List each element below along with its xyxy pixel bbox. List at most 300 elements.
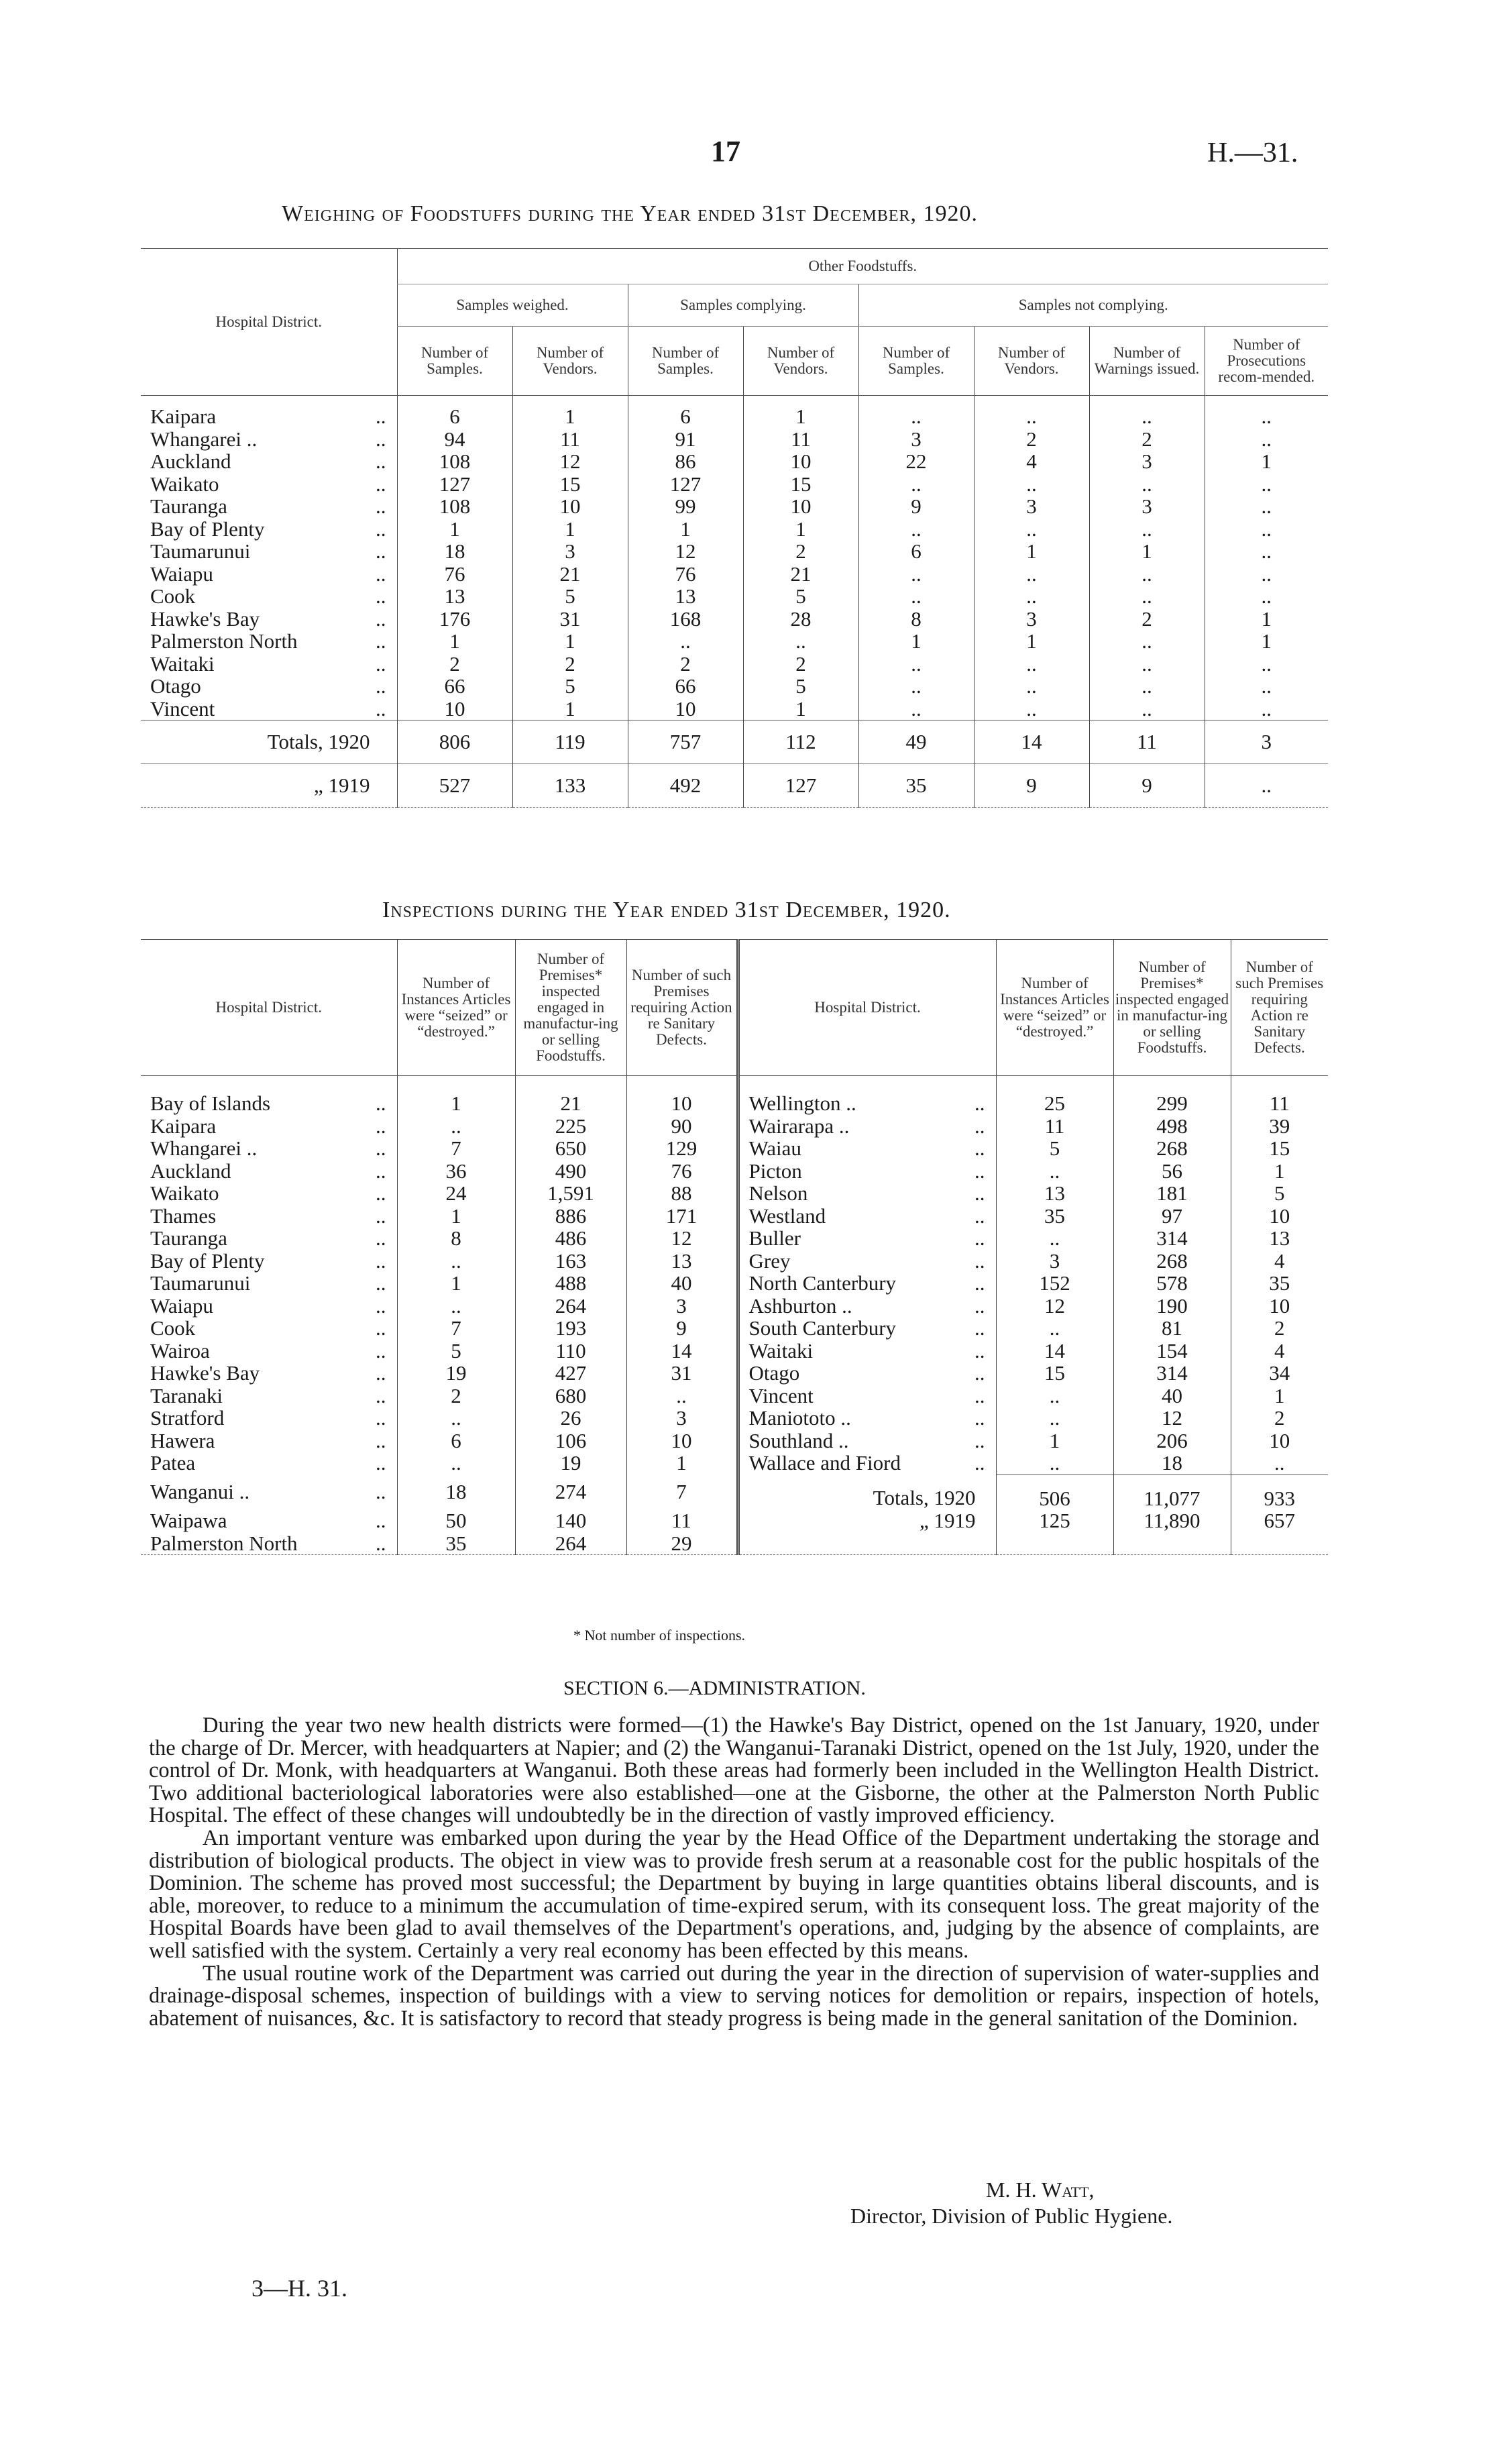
data-cell: 3 [1089,450,1205,473]
totals-cell: 11,077 [1113,1475,1231,1509]
data-cell: 2 [1089,428,1205,451]
hospital-district-cell [141,1137,397,1160]
data-cell: 10 [1231,1295,1328,1318]
hospital-district-cell [738,1137,996,1160]
district-name: Wairarapa .. [748,1114,850,1138]
data-cell: 427 [515,1362,626,1385]
totals-label [738,1532,996,1555]
totals-cell: 527 [397,764,512,808]
data-cell: 10 [626,1430,738,1452]
table-row [141,428,1328,451]
data-cell: 108 [397,495,512,518]
leader-dots: .. [974,1383,985,1407]
totals-cell: 11 [1089,720,1205,764]
data-cell: .. [397,1250,515,1273]
data-cell: 2 [397,1385,515,1407]
data-cell: .. [397,1115,515,1138]
data-cell: .. [996,1407,1113,1430]
data-cell: 1 [397,1205,515,1228]
col-notcomplying-vendors: Number of Vendors. [974,327,1089,396]
data-cell: 18 [397,1475,515,1509]
data-cell: 6 [628,396,743,428]
totals-cell: 506 [996,1475,1113,1509]
data-cell: 10 [743,495,858,518]
data-cell: 2 [628,653,743,676]
leader-dots: .. [376,1203,386,1228]
table-row [141,1205,1328,1228]
leader-dots: .. [974,1361,985,1385]
leader-dots: .. [376,539,386,563]
leader-dots: .. [974,1271,985,1295]
data-cell: 28 [743,608,858,631]
data-cell: 13 [1231,1227,1328,1250]
data-cell: .. [1205,563,1328,586]
data-cell: 25 [996,1076,1113,1115]
data-cell: 18 [1113,1452,1231,1475]
district-name: Bay of Islands [150,1091,271,1115]
district-name: Southland .. [748,1428,849,1452]
hospital-district-cell [738,1340,996,1362]
data-cell: 1 [397,1272,515,1295]
leader-dots: .. [376,1226,386,1250]
table-row [141,1340,1328,1362]
district-name: Tauranga [150,494,227,518]
data-cell: 7 [626,1475,738,1509]
data-cell: .. [996,1227,1113,1250]
leader-dots: .. [974,1406,985,1430]
inspections-table [141,939,1328,1555]
data-cell: .. [1205,675,1328,698]
data-cell: 13 [628,585,743,608]
totals-cell: 133 [512,764,628,808]
data-cell: 19 [515,1452,626,1475]
data-cell: .. [1089,518,1205,541]
data-cell: .. [996,1452,1113,1475]
table-row [141,585,1328,608]
data-cell: 176 [397,608,512,631]
data-cell: 650 [515,1137,626,1160]
col-notcomplying-samples: Number of Samples. [858,327,974,396]
data-cell: .. [1205,396,1328,428]
table-row [141,450,1328,473]
data-cell: 1 [1205,450,1328,473]
body-text [149,1715,1319,2030]
data-cell: 1 [628,518,743,541]
table-row [141,630,1328,653]
table-row [141,1272,1328,1295]
district-name: Hawke's Bay [150,1361,260,1385]
leader-dots: .. [376,1248,386,1273]
col-weighed-vendors: Number of Vendors. [512,327,628,396]
data-cell: 22 [858,450,974,473]
totals-cell: 119 [512,720,628,764]
signature-name: M. H. Watt, [986,2178,1095,2202]
hospital-district-cell [141,1317,397,1340]
data-cell: 13 [397,585,512,608]
data-cell: .. [1205,585,1328,608]
leader-dots: .. [974,1293,985,1318]
data-cell: 1 [1205,630,1328,653]
leader-dots: .. [974,1114,985,1138]
data-cell: 299 [1113,1076,1231,1115]
totals-cell [1231,1532,1328,1555]
data-cell: 10 [628,698,743,720]
district-name: Buller [748,1226,801,1250]
data-cell: 2 [1231,1317,1328,1340]
data-cell: 15 [512,473,628,496]
district-name: Whangarei .. [150,427,258,451]
leader-dots: .. [974,1226,985,1250]
data-cell: 264 [515,1295,626,1318]
data-cell: 225 [515,1115,626,1138]
data-cell: 1 [512,396,628,428]
totals-label: „ 1919 [313,773,370,797]
data-cell: 14 [996,1340,1113,1362]
hospital-district-cell [738,1160,996,1183]
hospital-district-cell [141,1250,397,1273]
data-cell: .. [1205,473,1328,496]
district-name: Vincent [150,696,215,720]
hospital-district-cell [738,1115,996,1138]
data-cell: 488 [515,1272,626,1295]
leader-dots: .. [376,1361,386,1385]
table-row [141,1250,1328,1273]
data-cell: .. [743,630,858,653]
data-cell: 1 [397,1076,515,1115]
data-cell: 90 [626,1115,738,1138]
data-cell: 35 [996,1205,1113,1228]
table-row [141,1137,1328,1160]
data-cell: 15 [1231,1137,1328,1160]
leader-dots: .. [974,1316,985,1340]
totals-cell: 492 [628,764,743,808]
district-name: Otago [150,674,201,698]
data-cell: 127 [397,473,512,496]
data-cell: 274 [515,1475,626,1509]
totals-label: Totals, 1920 [267,730,370,753]
data-cell: .. [1089,563,1205,586]
district-name: Bay of Plenty [150,1248,265,1273]
district-name: Palmerston North [150,1531,298,1555]
data-cell: .. [974,585,1089,608]
hospital-district-cell [141,585,397,608]
district-name: Taranaki [150,1383,223,1407]
data-cell: 15 [996,1362,1113,1385]
table-row [141,1115,1328,1138]
data-cell: 21 [512,563,628,586]
data-cell: .. [974,653,1089,676]
table-row [141,1182,1328,1205]
data-cell: .. [1089,653,1205,676]
data-cell: 268 [1113,1137,1231,1160]
table2-title: Inspections during the Year ended 31st December, 1920. [382,898,951,922]
data-cell: 680 [515,1385,626,1407]
table-row [141,1076,1328,1115]
data-cell: .. [996,1385,1113,1407]
col2-premises-right: Number of Premises* inspected engaged in manufactur-ing or selling Foodstuffs. [1113,940,1231,1076]
data-cell: 18 [397,540,512,563]
data-cell: 2 [1089,608,1205,631]
data-cell: 1 [996,1430,1113,1452]
data-cell: 9 [858,495,974,518]
table-row [141,1430,1328,1452]
col-prosecutions: Number of Prosecutions recom-mended. [1205,327,1328,396]
leader-dots: .. [376,517,386,541]
data-cell: 3 [858,428,974,451]
data-cell: 13 [626,1250,738,1273]
district-name: Wellington .. [748,1091,856,1115]
hospital-district-cell [738,1385,996,1407]
data-cell: .. [628,630,743,653]
leader-dots: .. [376,696,386,720]
data-cell: 1 [397,630,512,653]
district-name: Wanganui .. [150,1480,250,1504]
col2-instances-right: Number of Instances Articles were “seized” or “destroyed.” [996,940,1113,1076]
data-cell: 88 [626,1182,738,1205]
leader-dots: .. [376,584,386,608]
data-cell: 12 [626,1227,738,1250]
table-row [141,1227,1328,1250]
data-cell: .. [858,698,974,720]
data-cell: 314 [1113,1227,1231,1250]
hospital-district-cell [738,1362,996,1385]
district-name: Westland [748,1203,826,1228]
col2-hospital-left: Hospital District. [141,940,397,1076]
group-other-foodstuffs: Other Foodstuffs. [397,249,1328,284]
data-cell: 11 [626,1509,738,1532]
leader-dots: .. [376,1293,386,1318]
data-cell: 1 [397,518,512,541]
leader-dots: .. [376,629,386,653]
footnote: * Not number of inspections. [573,1627,746,1644]
hospital-district-cell [141,1205,397,1228]
district-name: Picton [748,1159,802,1183]
data-cell: 3 [1089,495,1205,518]
data-cell: 1 [743,396,858,428]
leader-dots: .. [974,1159,985,1183]
data-cell: 1 [1205,608,1328,631]
table-row [141,473,1328,496]
hospital-district-cell [141,653,397,676]
hospital-district-cell [141,698,397,720]
leader-dots: .. [974,1338,985,1362]
data-cell: 163 [515,1250,626,1273]
data-cell: 11 [1231,1076,1328,1115]
leader-dots: .. [376,1451,386,1475]
data-cell: 19 [397,1362,515,1385]
totals-cell: 127 [743,764,858,808]
data-cell: 10 [512,495,628,518]
district-name: Palmerston North [150,629,298,653]
leader-dots: .. [974,1203,985,1228]
leader-dots: .. [376,651,386,676]
col-weighed-samples: Number of Samples. [397,327,512,396]
data-cell: 108 [397,450,512,473]
hospital-district-cell [141,675,397,698]
data-cell: 264 [515,1532,626,1555]
data-cell: .. [974,563,1089,586]
data-cell: .. [1205,540,1328,563]
paragraph: During the year two new health districts were formed—(1) the Hawke's Bay District, opened on the 1st January, 1920, under the charge of Dr. Mercer, with headquarters at Napier; and (2) the Wanganui-Taranaki District, opened on the 1st July, 1920, under the control of Dr. Monk, with headquarters at Wanganui. Both these areas had formerly been included in the Wellington Health District. Two additional bacteriological laboratories were also established—one at the Gisborne, the other at the Palmerston North Public Hospital. The effect of these changes will undoubtedly be in the direction of vastly improved efficiency. [149,1713,1319,1828]
district-name: Kaipara [150,405,217,428]
data-cell: 8 [397,1227,515,1250]
data-cell: 4 [1231,1340,1328,1362]
district-name: Grey [748,1248,791,1273]
hospital-district-cell [738,1317,996,1340]
district-name: Waitaki [150,651,215,676]
district-name: Hawera [150,1428,215,1452]
data-cell: 8 [858,608,974,631]
table-row [141,540,1328,563]
data-cell: 4 [974,450,1089,473]
data-cell: 34 [1231,1362,1328,1385]
table-row [141,698,1328,720]
leader-dots: .. [376,1159,386,1183]
leader-dots: .. [376,1091,386,1115]
hospital-district-cell [141,1385,397,1407]
data-cell: 1 [974,540,1089,563]
data-cell: 486 [515,1227,626,1250]
totals-label: Totals, 1920 [738,1475,996,1509]
leader-dots: .. [376,1406,386,1430]
data-cell: 140 [515,1509,626,1532]
data-cell: 1 [858,630,974,653]
data-cell: 1 [1231,1385,1328,1407]
data-cell: 152 [996,1272,1113,1295]
table-row [141,518,1328,541]
leader-dots: .. [974,1091,985,1115]
data-cell: 168 [628,608,743,631]
data-cell: 193 [515,1317,626,1340]
data-cell: 314 [1113,1362,1231,1385]
hospital-district-cell [141,630,397,653]
district-name: South Canterbury [748,1316,897,1340]
data-cell: 3 [626,1407,738,1430]
leader-dots: .. [974,1451,985,1475]
data-cell: 10 [1231,1430,1328,1452]
table-row [141,1452,1328,1475]
group-samples-weighed: Samples weighed. [397,284,628,327]
data-cell: 10 [1231,1205,1328,1228]
leader-dots: .. [376,405,386,428]
totals-cell: 9 [974,764,1089,808]
data-cell: 35 [397,1532,515,1555]
data-cell: 26 [515,1407,626,1430]
data-cell: 2 [974,428,1089,451]
data-cell: 11 [996,1115,1113,1138]
section-heading: SECTION 6.—ADMINISTRATION. [563,1677,866,1699]
weighing-table [141,248,1328,808]
data-cell: 110 [515,1340,626,1362]
data-cell: 578 [1113,1272,1231,1295]
data-cell: 5 [397,1340,515,1362]
leader-dots: .. [974,1136,985,1160]
data-cell: 11 [743,428,858,451]
col2-hospital-right: Hospital District. [738,940,996,1076]
district-name: Waikato [150,1181,219,1205]
data-cell: 886 [515,1205,626,1228]
data-cell: 29 [626,1532,738,1555]
table-row [141,495,1328,518]
data-cell: 154 [1113,1340,1231,1362]
data-cell: .. [858,653,974,676]
district-name: Waikato [150,472,219,496]
data-cell: 5 [1231,1182,1328,1205]
data-cell: 1 [743,698,858,720]
data-cell: 9 [626,1317,738,1340]
data-cell: 1 [743,518,858,541]
data-cell: 190 [1113,1295,1231,1318]
totals-cell: 35 [858,764,974,808]
data-cell: 10 [626,1076,738,1115]
district-name: Cook [150,584,196,608]
hospital-district-cell [141,1160,397,1183]
data-cell: 66 [628,675,743,698]
table-row [141,1295,1328,1318]
data-cell: 3 [974,495,1089,518]
col-complying-vendors: Number of Vendors. [743,327,858,396]
hospital-district-cell [141,563,397,586]
data-cell: .. [974,518,1089,541]
data-cell: 2 [743,540,858,563]
data-cell: 10 [397,698,512,720]
data-cell: 21 [743,563,858,586]
data-cell: 11 [512,428,628,451]
data-cell: 1 [974,630,1089,653]
data-cell: 7 [397,1317,515,1340]
district-name: Otago [748,1361,800,1385]
totals-cell: 14 [974,720,1089,764]
footer-reference: 3—H. 31. [252,2275,347,2302]
leader-dots: .. [376,1509,386,1532]
data-cell: 94 [397,428,512,451]
district-name: Waiapu [150,561,213,586]
data-cell: 35 [1231,1272,1328,1295]
table-row [141,1317,1328,1340]
data-cell: .. [1231,1452,1328,1475]
data-cell: .. [974,396,1089,428]
district-name: Auckland [150,1159,231,1183]
data-cell: 76 [626,1160,738,1183]
leader-dots: .. [974,1248,985,1273]
district-name: Taumarunui [150,1271,251,1295]
leader-dots: .. [974,1181,985,1205]
hospital-district-cell [141,1295,397,1318]
data-cell: 81 [1113,1317,1231,1340]
table-row [141,1160,1328,1183]
leader-dots: .. [376,472,386,496]
col2-action-left: Number of such Premises requiring Action re Sanitary Defects. [626,940,738,1076]
data-cell: 36 [397,1160,515,1183]
data-cell: .. [858,563,974,586]
col2-premises-left: Number of Premises* inspected engaged in manufactur-ing or selling Foodstuffs. [515,940,626,1076]
totals-cell [996,1532,1113,1555]
data-cell: 12 [1113,1407,1231,1430]
col-hospital-district: Hospital District. [141,249,397,396]
data-cell: 2 [1231,1407,1328,1430]
district-name: Waiapu [150,1293,213,1318]
data-cell: 21 [515,1076,626,1115]
table-row [141,1362,1328,1385]
hospital-district-cell [738,1227,996,1250]
leader-dots: .. [376,427,386,451]
hospital-district-cell [141,1532,397,1555]
table-row [141,1385,1328,1407]
data-cell: .. [858,396,974,428]
district-name: Ashburton .. [748,1293,852,1318]
hospital-district-cell [738,1182,996,1205]
district-name: Thames [150,1203,217,1228]
